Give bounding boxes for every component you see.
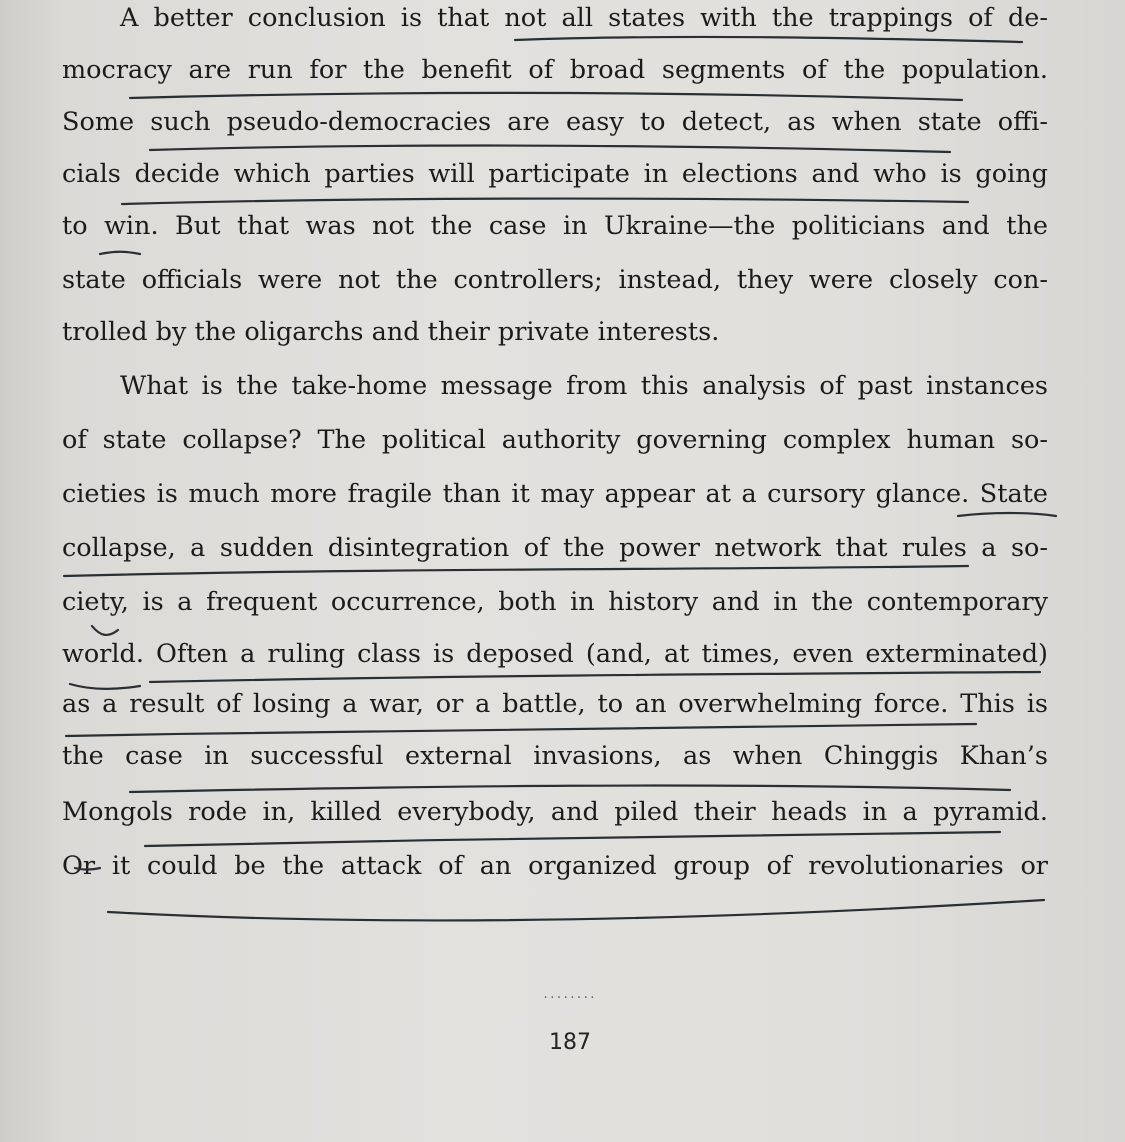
text-line: mocracy are run for the benefit of broad segments of the population. — [62, 55, 1048, 85]
pen-underline — [108, 900, 1044, 921]
text-line: What is the take-home message from this analysis of past instances — [120, 371, 1048, 401]
text-line: to win. But that was not the case in Ukraine—the politicians and the — [62, 211, 1048, 241]
pen-underline — [515, 37, 1022, 42]
text-line: of state collapse? The political authority governing complex human so- — [62, 425, 1048, 455]
text-line: state officials were not the controllers; instead, they were closely con- — [62, 265, 1048, 295]
text-line: world. Often a ruling class is deposed (and, at times, even exterminated) — [62, 639, 1048, 669]
text-line: as a result of losing a war, or a battle, to an overwhelming force. This is — [62, 689, 1048, 719]
text-line: cials decide which parties will participate in elections and who is going — [62, 159, 1048, 189]
page-number: 187 — [549, 1030, 591, 1055]
section-ornament: ․․․․․․․․ — [543, 986, 597, 1002]
text-line: A better conclusion is that not all states with the trappings of de- — [120, 3, 1048, 33]
text-line: Mongols rode in, killed everybody, and piled their heads in a pyramid. — [62, 797, 1048, 827]
text-line: cieties is much more fragile than it may appear at a cursory glance. State — [62, 479, 1048, 509]
pen-underline — [150, 672, 1040, 682]
pen-underline — [130, 93, 962, 100]
text-line: the case in successful external invasions, as when Chinggis Khan’s — [62, 741, 1048, 771]
text-line: trolled by the oligarchs and their private interests. — [62, 317, 720, 347]
text-line: Some such pseudo-democracies are easy to detect, as when state offi- — [62, 107, 1048, 137]
pen-underline — [130, 786, 1010, 792]
pen-underline — [64, 566, 968, 576]
text-line: ciety, is a frequent occurrence, both in history and in the contemporary — [62, 587, 1048, 617]
pen-underline — [958, 513, 1056, 516]
text-line: Or it could be the attack of an organized group of revolutionaries or — [62, 851, 1048, 881]
pen-underline — [66, 724, 976, 736]
pen-underline — [122, 199, 968, 205]
text-line: collapse, a sudden disintegration of the power network that rules a so- — [62, 533, 1048, 563]
pen-underline — [100, 252, 140, 254]
pen-underline — [150, 146, 950, 152]
pen-underline — [145, 832, 1000, 846]
pen-underline — [92, 626, 118, 635]
